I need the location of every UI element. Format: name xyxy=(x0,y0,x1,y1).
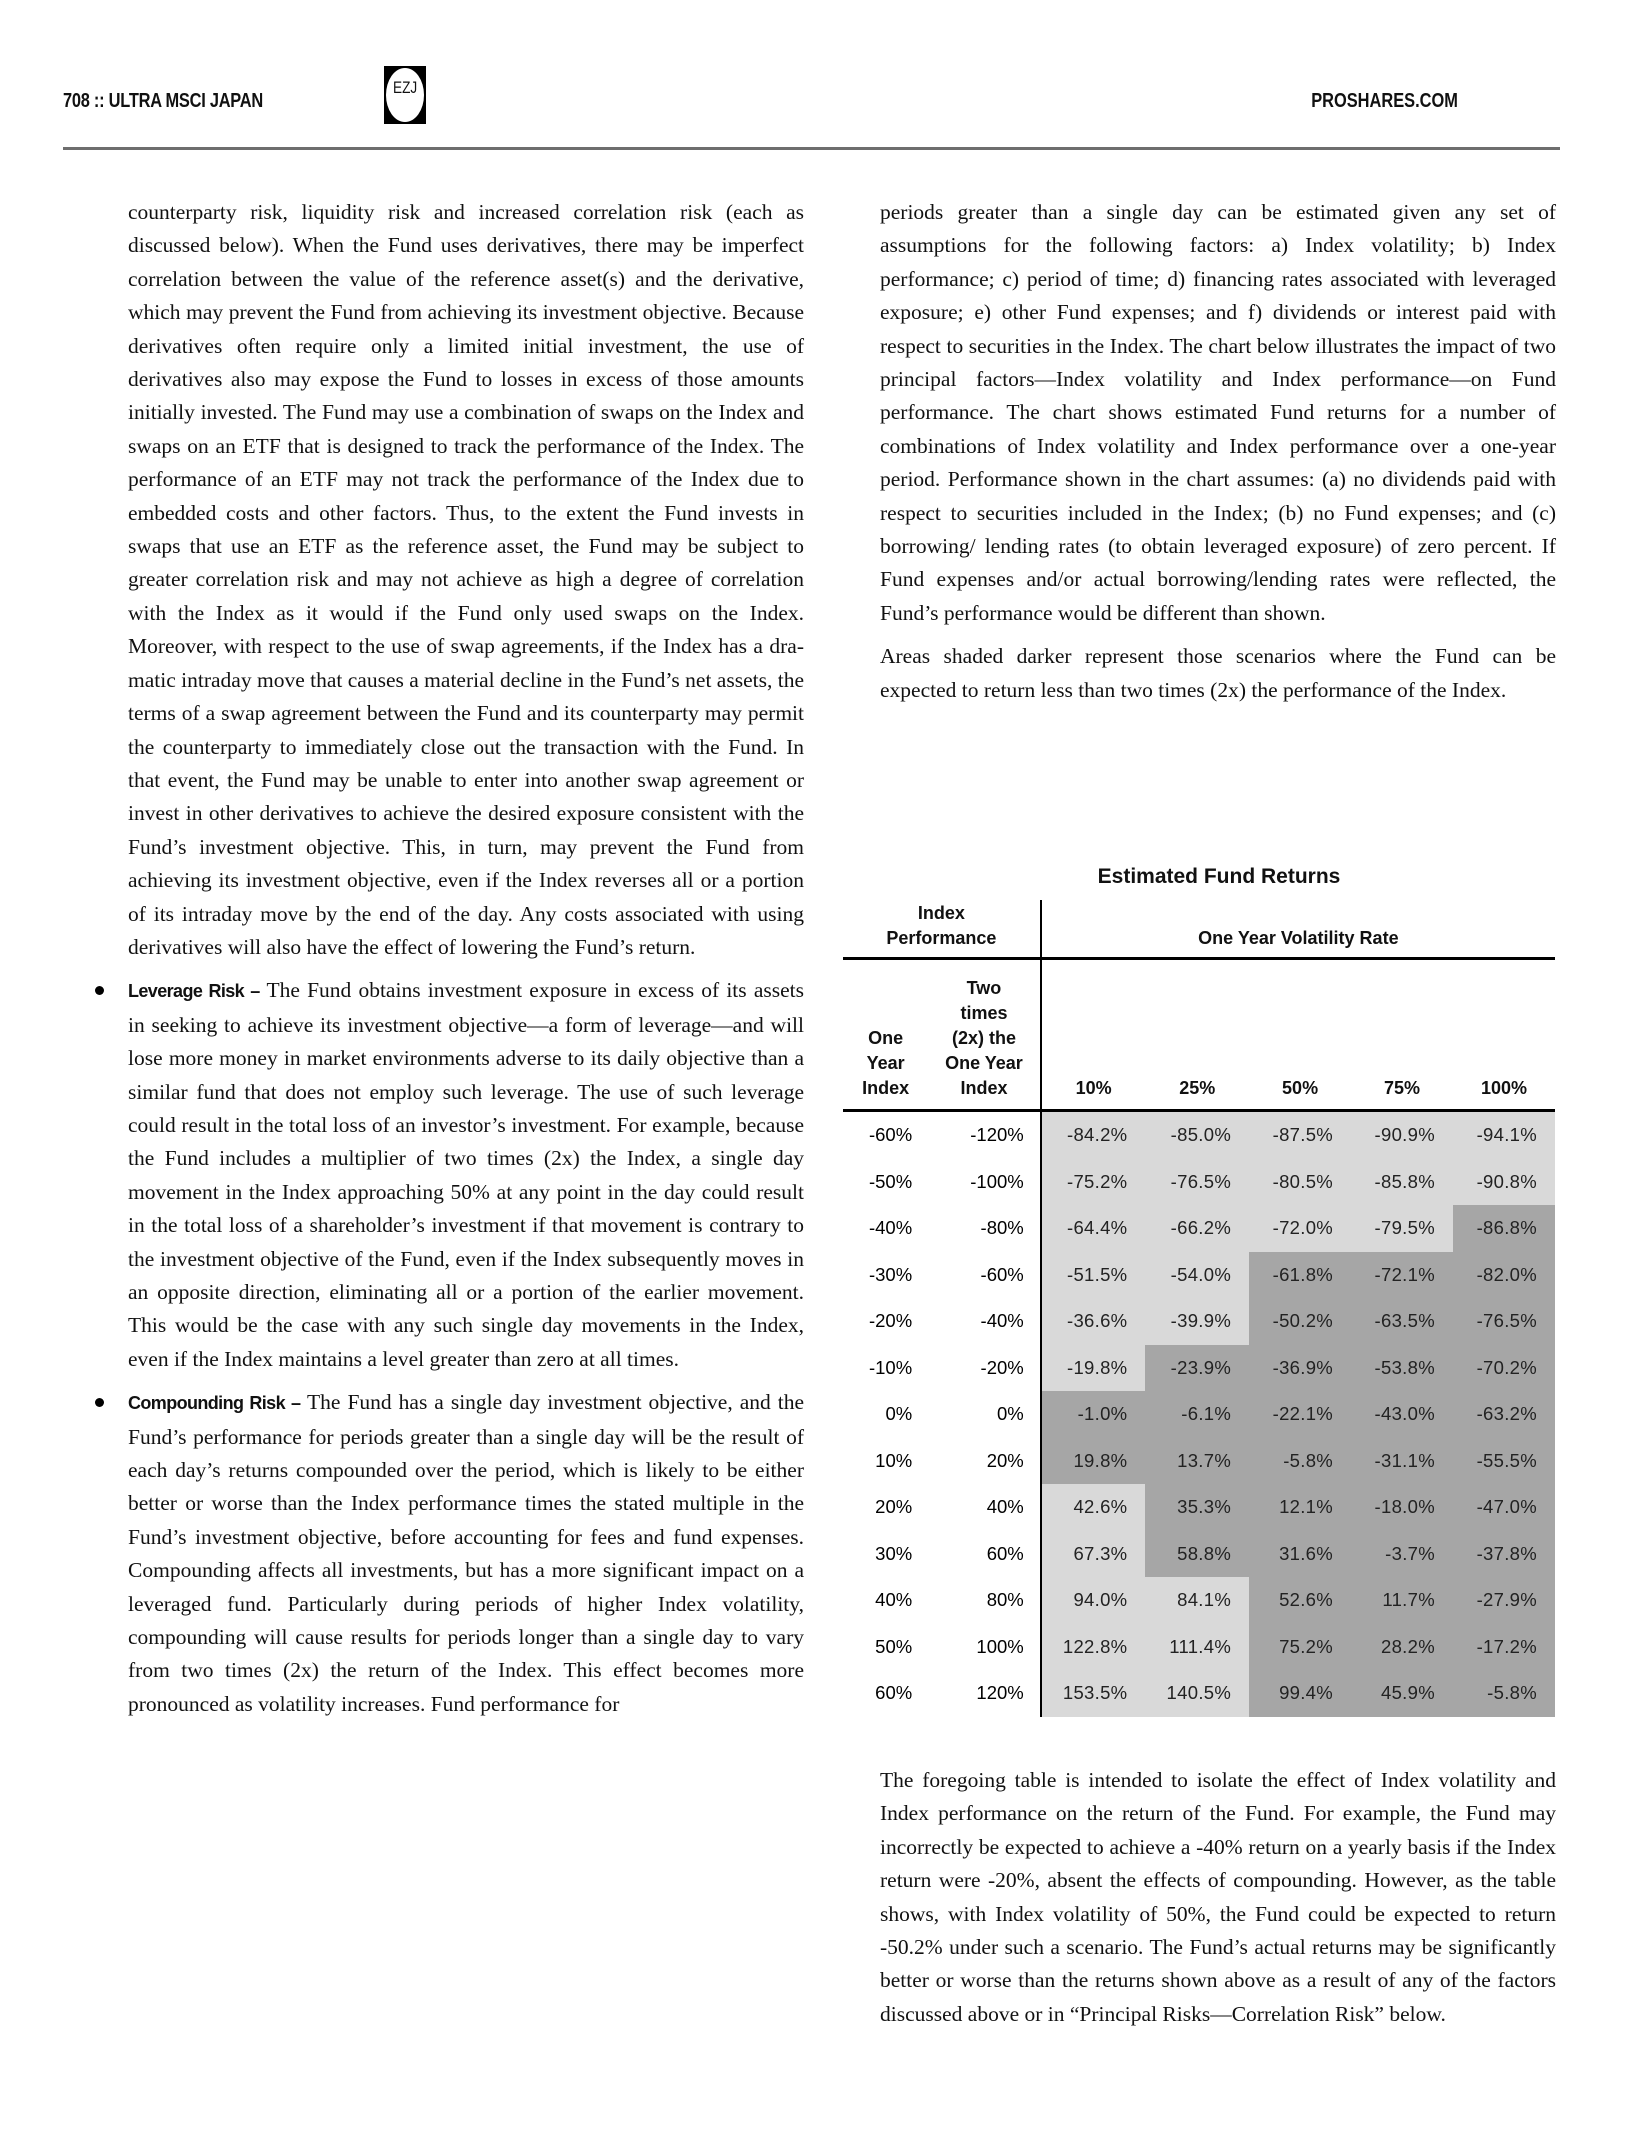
compounding-risk-text: The Fund has a single day investment objective, and the Fund’s performance for periods greater than a single day will be the result of each day’s returns compounded over the period, which is likely to be either better or worse than the Index performance times the stated multiple in the Fund’s investment objective, before accounting for fees and fund expenses. Compounding affects all investments, but has a more significant impact on a leveraged fund. Particularly during periods of higher Index volatility, compounding will cause results for periods longer than a single day to vary from two times (2x) the return of the Index. This effect becomes more pronounced as volatility increases. Fund performance for xyxy=(128,1390,804,1716)
table-row xyxy=(843,1484,1555,1531)
fund-return-cell: -63.5% xyxy=(1351,1298,1453,1345)
fund-return-cell: -94.1% xyxy=(1453,1111,1555,1159)
website-link[interactable]: PROSHARES.COM xyxy=(1311,90,1458,112)
table-body xyxy=(843,1111,1555,1717)
two-times-index-cell: -80% xyxy=(928,1205,1041,1252)
group-header-row xyxy=(843,900,1555,959)
fund-return-cell: -5.8% xyxy=(1453,1670,1555,1717)
leverage-risk-bullet xyxy=(128,974,804,1376)
derivatives-risk-paragraph: counterparty risk, liquidity risk and increased correlation risk (each as discussed below). When the Fund uses derivatives, there may be imperfect correlation between the value of the reference asset(s) and the derivative, which may prevent the Fund from achieving its investment objective. Because derivatives often require only a limited initial investment, the use of derivatives also may expose the Fund to losses in excess of those amounts initially invested. The Fund may use a combination of swaps on the Index and swaps on an ETF that is designed to track the performance of the Index. The performance of an ETF may not track the performance of the Index due to embedded costs and other factors. Thus, to the extent the Fund invests in swaps that use an ETF as the reference asset, the Fund may be subject to greater correlation risk and may not achieve as high a degree of correlation with the Index as it would if the Fund only used swaps on the Index. Moreover, with respect to the use of swap agreements, if the Index has a dramatic intraday move that causes a material decline in the Fund’s net assets, the terms of a swap agreement between the Fund and its counterparty may permit the counterparty to immediately close out the transaction with the Fund. In that event, the Fund may be unable to enter into another swap agreement or invest in other derivatives to achieve the desired exposure consistent with the Fund’s investment objective. This, in turn, may prevent the Fund from achieving its investment objective, even if the Index reverses all or a portion of its intraday move by the end of the day. Any costs associated with using derivatives will also have the effect of lowering the Fund’s return. xyxy=(128,200,804,959)
table-row xyxy=(843,1252,1555,1299)
fund-return-cell: -79.5% xyxy=(1351,1205,1453,1252)
fund-return-cell: 111.4% xyxy=(1145,1624,1249,1671)
one-year-index-cell: 0% xyxy=(885,1403,913,1425)
fund-return-cell: -76.5% xyxy=(1453,1298,1555,1345)
two-times-index-cell: -20% xyxy=(928,1345,1041,1392)
one-year-index-cell: 30% xyxy=(875,1542,913,1564)
fund-return-cell: -1.0% xyxy=(1041,1391,1146,1438)
column-header-row xyxy=(843,959,1555,1111)
fund-return-cell: -43.0% xyxy=(1351,1391,1453,1438)
fund-return-cell: -31.1% xyxy=(1351,1438,1453,1485)
fund-return-cell: -19.8% xyxy=(1041,1345,1146,1392)
two-times-index-cell: 80% xyxy=(928,1577,1041,1624)
fund-return-cell: -51.5% xyxy=(1041,1252,1146,1299)
fund-return-cell: -64.4% xyxy=(1041,1205,1146,1252)
fund-return-cell: -54.0% xyxy=(1145,1252,1249,1299)
fund-return-cell: 35.3% xyxy=(1145,1484,1249,1531)
table-row xyxy=(843,1111,1555,1159)
table-row xyxy=(843,1345,1555,1392)
one-year-index-cell: -10% xyxy=(868,1356,913,1378)
fund-return-cell: -84.2% xyxy=(1041,1111,1146,1159)
fund-return-cell: -36.6% xyxy=(1041,1298,1146,1345)
two-times-index-cell: 20% xyxy=(928,1438,1041,1485)
table-row xyxy=(843,1438,1555,1485)
fund-return-cell: 12.1% xyxy=(1249,1484,1351,1531)
two-times-index-cell: -40% xyxy=(928,1298,1041,1345)
fund-return-cell: 13.7% xyxy=(1145,1438,1249,1485)
shading-explanation-paragraph: Areas shaded darker represent those scenarios where the Fund can be expected to return less than two times (2x) the performance of the Index. xyxy=(880,644,1556,702)
fund-return-cell: 122.8% xyxy=(1041,1624,1146,1671)
leverage-risk-heading: Leverage Risk – xyxy=(128,981,260,1002)
fund-return-cell: -5.8% xyxy=(1249,1438,1351,1485)
ticker-symbol: EZJ xyxy=(392,78,418,97)
fund-return-cell: -17.2% xyxy=(1453,1624,1555,1671)
one-year-index-cell: -20% xyxy=(868,1310,913,1332)
fund-return-cell: -63.2% xyxy=(1453,1391,1555,1438)
one-year-index-cell: -60% xyxy=(868,1124,913,1146)
col-header-one-year-index xyxy=(843,959,928,1111)
two-times-index-cell: 40% xyxy=(928,1484,1041,1531)
table-row xyxy=(843,1391,1555,1438)
fund-return-cell: 52.6% xyxy=(1249,1577,1351,1624)
table-row xyxy=(843,1205,1555,1252)
fund-return-cell: -37.8% xyxy=(1453,1531,1555,1578)
right-column-lower xyxy=(880,1764,1556,2041)
fund-return-cell: -85.8% xyxy=(1351,1159,1453,1206)
one-year-index-cell: 10% xyxy=(875,1449,913,1471)
two-times-index-cell: 100% xyxy=(928,1624,1041,1671)
fund-return-cell: -6.1% xyxy=(1145,1391,1249,1438)
table-interpretation-paragraph: The foregoing table is intended to isolate the effect of Index volatility and Index performance on the return of the Fund. For example, the Fund may incorrectly be expected to achieve a -40% return on a yearly basis if the Index return were -20%, absent the effects of compounding. However, as the table shows, with Index volatility of 50%, the Fund could be expected to return -50.2% under such a scenario. The Fund’s actual returns may be significantly better or worse than the returns shown above as a result of any of the factors discussed above or in “Principal Risks—Correlation Risk” below. xyxy=(880,1768,1556,2026)
ticker-oval-icon xyxy=(386,68,424,122)
bullet-icon xyxy=(95,1398,104,1407)
fund-return-cell: 11.7% xyxy=(1351,1577,1453,1624)
fund-return-cell: 58.8% xyxy=(1145,1531,1249,1578)
one-year-index-cell: 40% xyxy=(875,1589,913,1611)
two-times-index-cell: -60% xyxy=(928,1252,1041,1299)
two-times-index-cell: -100% xyxy=(928,1159,1041,1206)
fund-return-cell: 94.0% xyxy=(1041,1577,1146,1624)
fund-return-cell: -90.8% xyxy=(1453,1159,1555,1206)
fund-return-cell: -61.8% xyxy=(1249,1252,1351,1299)
fund-return-cell: 84.1% xyxy=(1145,1577,1249,1624)
col-header-vol-10: 10% xyxy=(1041,959,1146,1111)
fund-return-cell: 140.5% xyxy=(1145,1670,1249,1717)
fund-return-cell: 19.8% xyxy=(1041,1438,1146,1485)
fund-return-cell: -3.7% xyxy=(1351,1531,1453,1578)
compounding-risk-bullet xyxy=(128,1386,804,1721)
fund-return-cell: -36.9% xyxy=(1249,1345,1351,1392)
fund-return-cell: -82.0% xyxy=(1453,1252,1555,1299)
compounding-risk-heading: Compounding Risk – xyxy=(128,1393,301,1414)
fund-return-cell: -23.9% xyxy=(1145,1345,1249,1392)
fund-return-cell: 153.5% xyxy=(1041,1670,1146,1717)
two-times-label: Two times (2x) the One Year Index xyxy=(945,978,1023,1098)
page-header xyxy=(0,0,1650,160)
fund-return-cell: -50.2% xyxy=(1249,1298,1351,1345)
fund-return-cell: -80.5% xyxy=(1249,1159,1351,1206)
table-row xyxy=(843,1531,1555,1578)
fund-return-cell: 99.4% xyxy=(1249,1670,1351,1717)
table-row xyxy=(843,1298,1555,1345)
index-performance-label: Index Performance xyxy=(886,903,997,948)
fund-return-cell: -39.9% xyxy=(1145,1298,1249,1345)
page-number-and-fund-title: 708 :: ULTRA MSCI JAPAN xyxy=(63,90,263,112)
one-year-index-cell: -40% xyxy=(868,1217,913,1239)
fund-return-cell: -86.8% xyxy=(1453,1205,1555,1252)
table-row xyxy=(843,1670,1555,1717)
fund-return-cell: -90.9% xyxy=(1351,1111,1453,1159)
returns-grid xyxy=(843,900,1555,1717)
table-title: Estimated Fund Returns xyxy=(1097,865,1341,888)
col-header-two-times xyxy=(928,959,1041,1111)
volatility-rate-header: One Year Volatility Rate xyxy=(1041,900,1555,959)
ticker-badge xyxy=(384,66,426,124)
two-times-index-cell: 60% xyxy=(928,1531,1041,1578)
fund-return-cell: -72.1% xyxy=(1351,1252,1453,1299)
one-year-index-cell: 50% xyxy=(875,1635,913,1657)
fund-return-cell: -66.2% xyxy=(1145,1205,1249,1252)
fund-return-cell: 31.6% xyxy=(1249,1531,1351,1578)
one-year-index-label: One Year Index xyxy=(862,1028,910,1098)
right-column xyxy=(880,196,1556,717)
left-column xyxy=(128,196,804,1731)
two-times-index-cell: 0% xyxy=(928,1391,1041,1438)
fund-return-cell: -70.2% xyxy=(1453,1345,1555,1392)
fund-return-cell: -27.9% xyxy=(1453,1577,1555,1624)
bullet-icon xyxy=(95,986,104,995)
fund-return-cell: -55.5% xyxy=(1453,1438,1555,1485)
col-header-vol-50: 50% xyxy=(1249,959,1351,1111)
fund-return-cell: -76.5% xyxy=(1145,1159,1249,1206)
performance-factors-paragraph: periods greater than a single day can be estimated given any set of assumptions for the following factors: a) Index volatility; b) Index performance; c) period of time; d) financing rates associated with leveraged exposure; e) other Fund expenses; and f) dividends or interest paid with respect to securities in the Index. The chart below illustrates the impact of two principal factors—Index volatility and Index performance—on Fund performance. The chart shows estimated Fund returns for a number of combinations of Index volatility and Index performance over a one-year period. Performance shown in the chart assumes: (a) no dividends paid with respect to securities included in the Index; (b) no Fund expenses; and (c) borrowing/ lending rates (to obtain leveraged exposure) of zero percent. If Fund expenses and/or actual borrowing/lending rates were reflected, the Fund’s performance would be different than shown. xyxy=(880,200,1556,625)
index-performance-header xyxy=(843,900,1041,959)
one-year-index-cell: -50% xyxy=(868,1170,913,1192)
col-header-vol-25: 25% xyxy=(1145,959,1249,1111)
leverage-risk-text: The Fund obtains investment exposure in excess of its assets in seeking to achieve its investment objective—a form of leverage—and will lose more money in market environments adverse to its daily objective than a similar fund that does not employ such leverage. The use of such leverage could result in the total loss of an investor’s investment. For example, because the Fund includes a multiplier of two times (2x) the Index, a single day movement in the Index approaching 50% at any point in the day could result in the total loss of a shareholder’s investment if that movement is contrary to the investment objective of the Fund, even if the Index subsequently moves in an opposite direction, eliminating all or a portion of the earlier movement. This would be the case with any such single day movements in the Index, even if the Index maintains a level greater than zero at all times. xyxy=(128,978,804,1371)
two-times-index-cell: 120% xyxy=(928,1670,1041,1717)
fund-return-cell: -22.1% xyxy=(1249,1391,1351,1438)
fund-return-cell: 42.6% xyxy=(1041,1484,1146,1531)
fund-return-cell: -85.0% xyxy=(1145,1111,1249,1159)
two-times-index-cell: -120% xyxy=(928,1111,1041,1159)
fund-return-cell: -72.0% xyxy=(1249,1205,1351,1252)
fund-return-cell: 28.2% xyxy=(1351,1624,1453,1671)
fund-return-cell: 67.3% xyxy=(1041,1531,1146,1578)
one-year-index-cell: -30% xyxy=(868,1263,913,1285)
fund-return-cell: -47.0% xyxy=(1453,1484,1555,1531)
col-header-vol-100: 100% xyxy=(1453,959,1555,1111)
fund-return-cell: 75.2% xyxy=(1249,1624,1351,1671)
col-header-vol-75: 75% xyxy=(1351,959,1453,1111)
fund-return-cell: -87.5% xyxy=(1249,1111,1351,1159)
table-row xyxy=(843,1159,1555,1206)
fund-return-cell: -18.0% xyxy=(1351,1484,1453,1531)
header-divider xyxy=(63,147,1560,150)
one-year-index-cell: 60% xyxy=(875,1682,913,1704)
estimated-fund-returns-table xyxy=(843,862,1555,1717)
fund-return-cell: -75.2% xyxy=(1041,1159,1146,1206)
table-row xyxy=(843,1624,1555,1671)
table-row xyxy=(843,1577,1555,1624)
one-year-index-cell: 20% xyxy=(875,1496,913,1518)
fund-return-cell: 45.9% xyxy=(1351,1670,1453,1717)
fund-return-cell: -53.8% xyxy=(1351,1345,1453,1392)
